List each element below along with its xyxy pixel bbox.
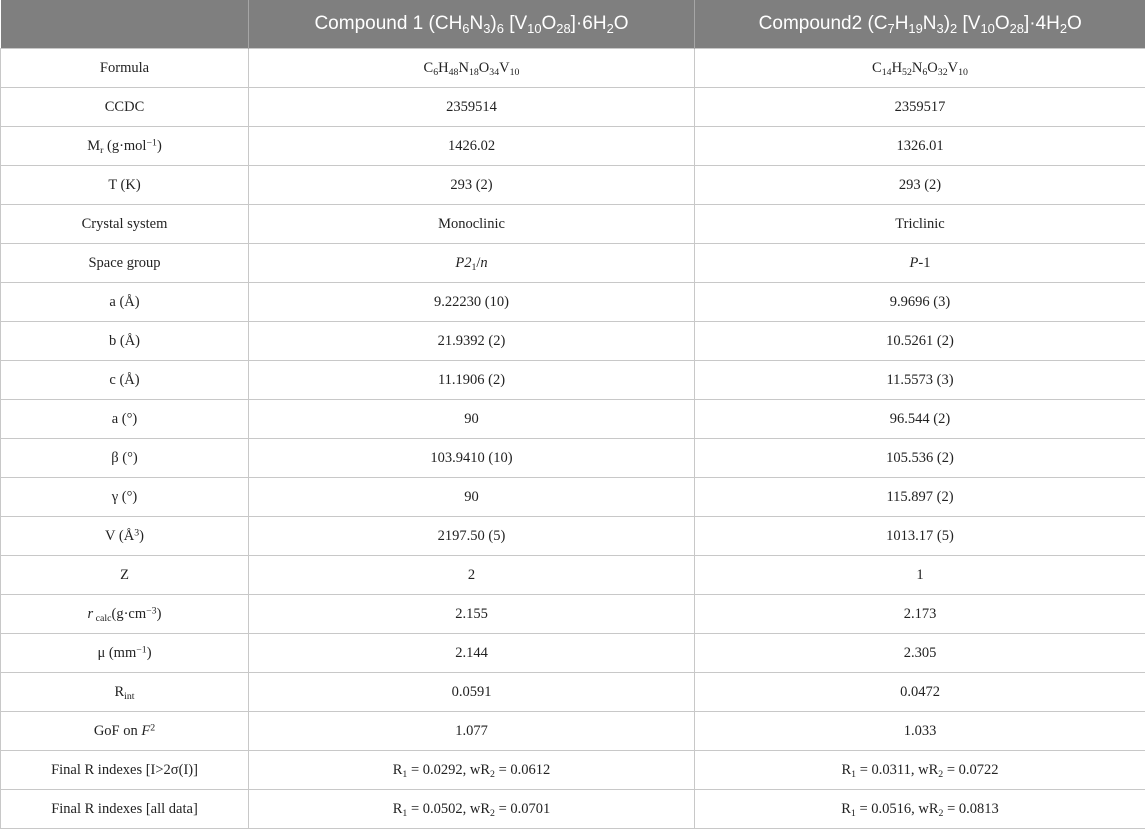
header-compound-2: Compound2 $(C_7H_{19}N_3)_2$ $[V_{10}O_{28}]\cdot 4H_2O$ <box>695 0 1145 49</box>
table-header <box>1 0 1145 49</box>
cell-a-compound-1: 9.22230 (10) <box>249 283 695 322</box>
cell-gamma-compound-2: 115.897 (2) <box>695 478 1145 517</box>
cell-b-compound-1: 21.9392 (2) <box>249 322 695 361</box>
cell-crystal-system-compound-1: Monoclinic <box>249 205 695 244</box>
cell-crystal-system-compound-2: Triclinic <box>695 205 1145 244</box>
table-row-gamma <box>1 478 1145 517</box>
cell-space-group-compound-2: P-1 <box>695 244 1145 283</box>
table-row-ccdc <box>1 88 1145 127</box>
table-row-formula <box>1 49 1145 88</box>
table-row-beta <box>1 439 1145 478</box>
row-label-formula: Formula <box>1 49 249 88</box>
row-label-ccdc: CCDC <box>1 88 249 127</box>
row-label-volume: V $(Å^3)$ <box>1 517 249 556</box>
row-label-gof: GoF on $F^2$ <box>1 712 249 751</box>
table-row-z <box>1 556 1145 595</box>
table-row-alpha <box>1 400 1145 439</box>
cell-alpha-compound-2: 96.544 (2) <box>695 400 1145 439</box>
table-row-mr <box>1 127 1145 166</box>
cell-c-compound-2: 11.5573 (3) <box>695 361 1145 400</box>
row-label-gamma: γ (°) <box>1 478 249 517</box>
cell-rint-compound-2: 0.0472 <box>695 673 1145 712</box>
cell-formula-compound-1: $C_6H_{48}N_{18}O_{34}V_{10}$ <box>249 49 695 88</box>
cell-gamma-compound-1: 90 <box>249 478 695 517</box>
cell-beta-compound-2: 105.536 (2) <box>695 439 1145 478</box>
row-label-beta: β (°) <box>1 439 249 478</box>
table-row-b <box>1 322 1145 361</box>
row-label-space-group: Space group <box>1 244 249 283</box>
cell-ccdc-compound-1: 2359514 <box>249 88 695 127</box>
table-body <box>1 49 1145 829</box>
cell-final-r-all-compound-2: $R_1 = 0.0516$, $wR_2 = 0.0813$ <box>695 790 1145 829</box>
cell-z-compound-2: 1 <box>695 556 1145 595</box>
header-row <box>1 0 1145 49</box>
cell-mu-compound-1: 2.144 <box>249 634 695 673</box>
cell-z-compound-1: 2 <box>249 556 695 595</box>
cell-gof-compound-1: 1.077 <box>249 712 695 751</box>
table-row-c <box>1 361 1145 400</box>
table-row-space-group <box>1 244 1145 283</box>
table-row-rint <box>1 673 1145 712</box>
cell-final-r-all-compound-1: $R_1 = 0.0502$, $wR_2 = 0.0701$ <box>249 790 695 829</box>
row-label-z: Z <box>1 556 249 595</box>
row-label-final-r-observed: Final R indexes [I>2σ(I)] <box>1 751 249 790</box>
cell-a-compound-2: 9.9696 (3) <box>695 283 1145 322</box>
cell-temperature-compound-2: 293 (2) <box>695 166 1145 205</box>
cell-mr-compound-2: 1326.01 <box>695 127 1145 166</box>
header-parameter <box>1 0 249 49</box>
row-label-alpha: a (°) <box>1 400 249 439</box>
cell-volume-compound-1: 2197.50 (5) <box>249 517 695 556</box>
row-label-temperature: T (K) <box>1 166 249 205</box>
row-label-a: a (Å) <box>1 283 249 322</box>
cell-mu-compound-2: 2.305 <box>695 634 1145 673</box>
cell-c-compound-1: 11.1906 (2) <box>249 361 695 400</box>
row-label-c: c (Å) <box>1 361 249 400</box>
cell-temperature-compound-1: 293 (2) <box>249 166 695 205</box>
cell-beta-compound-1: 103.9410 (10) <box>249 439 695 478</box>
table-row-gof <box>1 712 1145 751</box>
cell-volume-compound-2: 1013.17 (5) <box>695 517 1145 556</box>
cell-formula-compound-2: $C_{14}H_{52}N_6O_{32}V_{10}$ <box>695 49 1145 88</box>
cell-mr-compound-1: 1426.02 <box>249 127 695 166</box>
cell-alpha-compound-1: 90 <box>249 400 695 439</box>
table-row-a <box>1 283 1145 322</box>
table-row-rcalc <box>1 595 1145 634</box>
table-row-mu <box>1 634 1145 673</box>
row-label-final-r-all: Final R indexes [all data] <box>1 790 249 829</box>
row-label-mu: μ $(mm^{-1})$ <box>1 634 249 673</box>
table-row-final-r-all <box>1 790 1145 829</box>
cell-b-compound-2: 10.5261 (2) <box>695 322 1145 361</box>
cell-ccdc-compound-2: 2359517 <box>695 88 1145 127</box>
row-label-b: b (Å) <box>1 322 249 361</box>
table-row-temperature <box>1 166 1145 205</box>
table-row-volume <box>1 517 1145 556</box>
cell-space-group-compound-1: $P2_1/n$ <box>249 244 695 283</box>
table-row-crystal-system <box>1 205 1145 244</box>
row-label-rint: $R_{int}$ <box>1 673 249 712</box>
header-compound-1: Compound 1 $(CH_6N_3)_6$ $[V_{10}O_{28}]\cdot 6H_2O$ <box>249 0 695 49</box>
row-label-rcalc: r $_{calc}(g\cdot cm^{-3})$ <box>1 595 249 634</box>
row-label-mr: $M_r$ (g·mol$^{-1}$) <box>1 127 249 166</box>
table-row-final-r-observed <box>1 751 1145 790</box>
cell-gof-compound-2: 1.033 <box>695 712 1145 751</box>
row-label-crystal-system: Crystal system <box>1 205 249 244</box>
cell-rcalc-compound-1: 2.155 <box>249 595 695 634</box>
cell-rint-compound-1: 0.0591 <box>249 673 695 712</box>
cell-final-r-observed-compound-1: $R_1 = 0.0292$, $wR_2 = 0.0612$ <box>249 751 695 790</box>
cell-final-r-observed-compound-2: $R_1 = 0.0311$, $wR_2 = 0.0722$ <box>695 751 1145 790</box>
cell-rcalc-compound-2: 2.173 <box>695 595 1145 634</box>
